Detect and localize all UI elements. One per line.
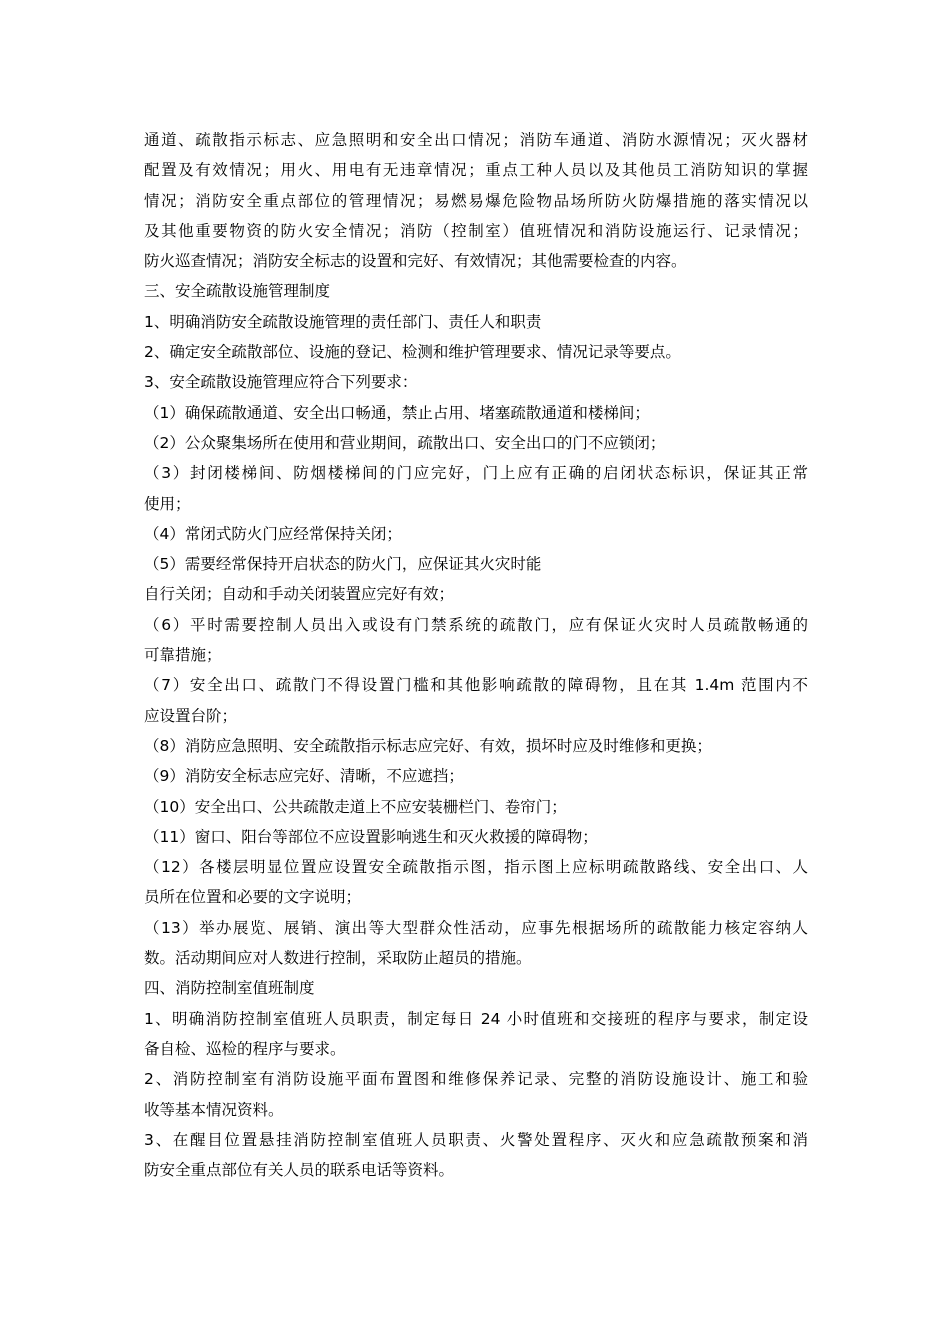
- text-line: 1、明确消防安全疏散设施管理的责任部门、责任人和职责: [144, 312, 542, 331]
- list-item: （6）平时需要控制人员出入或设有门禁系统的疏散门，应有保证火灾时人员疏散畅通的: [144, 615, 808, 634]
- text-line: 及其他重要物资的防火安全情况；消防（控制室）值班情况和消防设施运行、记录情况；: [144, 221, 808, 240]
- list-item: （13）举办展览、展销、演出等大型群众性活动，应事先根据场所的疏散能力核定容纳人: [144, 918, 808, 937]
- list-item: （12）各楼层明显位置应设置安全疏散指示图，指示图上应标明疏散路线、安全出口、人: [144, 858, 808, 877]
- list-item: （11）窗口、阳台等部位不应设置影响逃生和灭火救援的障碍物；: [144, 827, 598, 846]
- section-heading: 四、消防控制室值班制度: [144, 979, 315, 998]
- text-line: 收等基本情况资料。: [144, 1100, 284, 1119]
- text-line: 配置及有效情况；用火、用电有无违章情况；重点工种人员以及其他员工消防知识的掌握: [144, 161, 808, 180]
- list-item: （3）封闭楼梯间、防烟楼梯间的门应完好，门上应有正确的启闭状态标识，保证其正常: [144, 464, 808, 483]
- text-line: 情况；消防安全重点部位的管理情况；易燃易爆危险物品场所防火防爆措施的落实情况以: [144, 191, 808, 210]
- text-line: 应设置台阶；: [144, 706, 238, 725]
- text-line: 备自检、巡检的程序与要求。: [144, 1039, 346, 1058]
- list-item: （2）公众聚集场所在使用和营业期间，疏散出口、安全出口的门不应锁闭；: [144, 433, 666, 452]
- text-line: 可靠措施；: [144, 646, 222, 665]
- text-line: 1、明确消防控制室值班人员职责，制定每日 24 小时值班和交接班的程序与要求，制定设: [144, 1009, 808, 1028]
- list-item: （5）需要经常保持开启状态的防火门，应保证其火灾时能: [144, 555, 542, 574]
- list-item: （7）安全出口、疏散门不得设置门槛和其他影响疏散的障碍物，且在其 1.4m 范围内不: [144, 676, 808, 695]
- text-line: 数。活动期间应对人数进行控制，采取防止超员的措施。: [144, 949, 532, 968]
- text-line: 2、确定安全疏散部位、设施的登记、检测和维护管理要求、情况记录等要点。: [144, 343, 681, 362]
- text-line: 防火巡查情况；消防安全标志的设置和完好、有效情况；其他需要检查的内容。: [144, 252, 687, 271]
- text-line: 防安全重点部位有关人员的联系电话等资料。: [144, 1161, 455, 1180]
- text-line: 自行关闭；自动和手动关闭装置应完好有效；: [144, 585, 455, 604]
- text-line: 使用；: [144, 494, 191, 513]
- section-heading: 三、安全疏散设施管理制度: [144, 282, 331, 301]
- text-line: 3、安全疏散设施管理应符合下列要求：: [144, 373, 418, 392]
- list-item: （1）确保疏散通道、安全出口畅通，禁止占用、堵塞疏散通道和楼梯间；: [144, 403, 650, 422]
- text-line: 3、在醒目位置悬挂消防控制室值班人员职责、火警处置程序、灭火和应急疏散预案和消: [144, 1130, 808, 1149]
- list-item: （4）常闭式防火门应经常保持关闭；: [144, 524, 402, 543]
- list-item: （10）安全出口、公共疏散走道上不应安装栅栏门、卷帘门；: [144, 797, 567, 816]
- text-line: 员所在位置和必要的文字说明；: [144, 888, 362, 907]
- document-body: [144, 125, 808, 1185]
- list-item: （8）消防应急照明、安全疏散指示标志应完好、有效，损坏时应及时维修和更换；: [144, 736, 712, 755]
- text-line: 2、消防控制室有消防设施平面布置图和维修保养记录、完整的消防设施设计、施工和验: [144, 1070, 808, 1089]
- list-item: （9）消防安全标志应完好、清晰，不应遮挡；: [144, 767, 464, 786]
- text-line: 通道、疏散指示标志、应急照明和安全出口情况；消防车通道、消防水源情况；灭火器材: [144, 131, 808, 149]
